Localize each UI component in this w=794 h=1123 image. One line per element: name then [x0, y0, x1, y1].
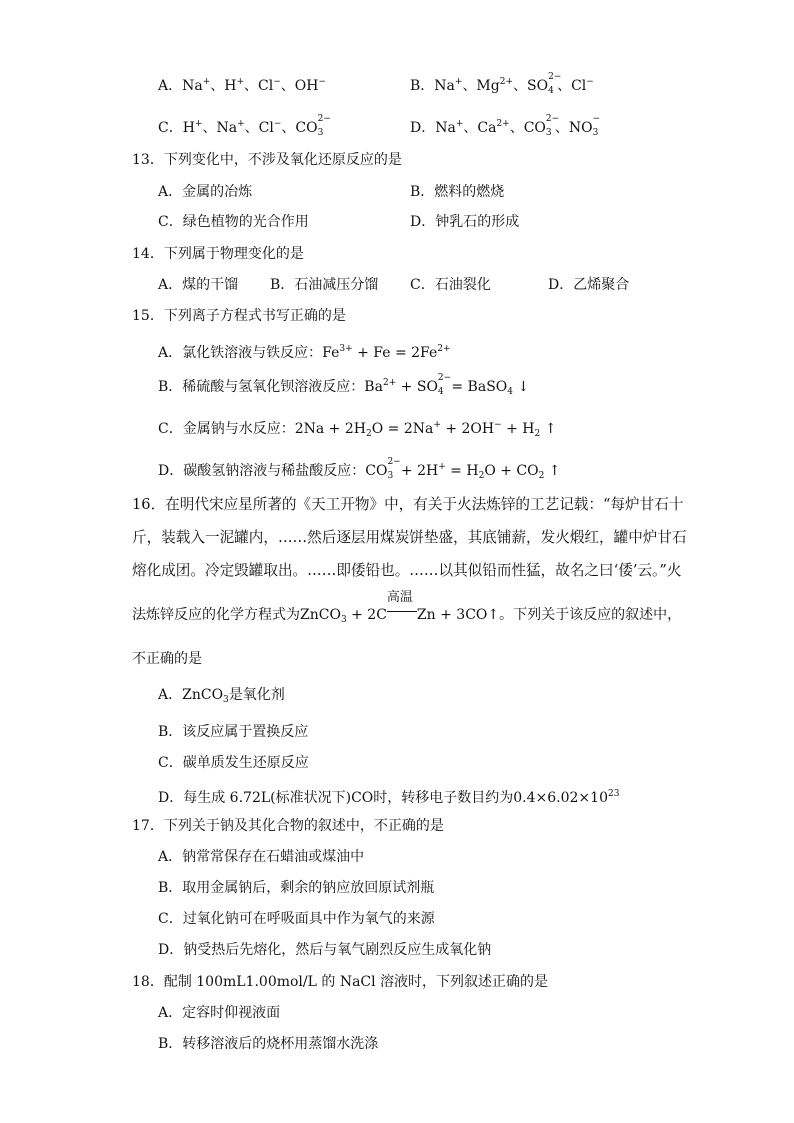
- q15-option-c: C．金属钠与水反应：$2Na + 2H_2O = 2Na^+ + 2OH^- + H_2$ ↑: [158, 420, 557, 439]
- reaction-condition-text: 高温: [386, 590, 413, 605]
- q17-option-c: C．过氧化钠可在呼吸面具中作为氧气的来源: [158, 911, 435, 927]
- q15-option-d-text: D．碳酸氢钠溶液与稀盐酸反应：: [158, 463, 366, 479]
- q13-option-d: D．钟乳石的形成: [410, 214, 520, 230]
- q13-option-c: C．绿色植物的光合作用: [158, 214, 309, 230]
- q16-line-5: 不正确的是: [132, 651, 202, 667]
- q16-option-a: A．ZnCO$_3$是氧化剂: [158, 687, 285, 705]
- q15-option-d: D．碳酸氢钠溶液与稀盐酸反应：CO 2− 3 + $2H^+ = H_2O + CO_2$ ↑: [158, 457, 561, 481]
- q14-option-c: C．石油裂化: [410, 277, 491, 293]
- q15-option-a-text: A．氯化铁溶液与铁反应：: [158, 345, 323, 361]
- q14-stem: 14．下列属于物理变化的是: [132, 246, 304, 262]
- q16-line-2: 斤，装载入一泥罐内，……然后逐层用煤炭饼垫盛，其底铺薪，发火煅红，罐中炉甘石: [132, 529, 687, 546]
- q12-option-b: B．Na+、$Mg^{2+}$、SO 2− 4 、Cl−: [410, 72, 594, 96]
- q12-option-c: C．H+、Na+、Cl−、CO 2− 3: [158, 114, 331, 138]
- q17-option-a: A．钠常常保存在石蜡油或煤油中: [158, 849, 365, 865]
- q18-option-b: B．转移溶液后的烧杯用蒸馏水洗涤: [158, 1036, 379, 1052]
- q16-line-4-pre: 法炼锌反应的化学方程式为: [132, 607, 300, 623]
- q17-stem: 17．下列关于钠及其化合物的叙述中，不正确的是: [132, 818, 444, 834]
- q15-option-b: B．稀硫酸与氢氧化钡溶液反应：$Ba^{2+}$ + SO 2− 4 = BaSO$_4$ ↓: [158, 373, 530, 397]
- q12-option-a: A．Na+、H+、Cl−、OH−: [158, 77, 327, 94]
- q14-option-b: B．石油减压分馏: [270, 277, 379, 293]
- q18-option-a: A．定容时仰视液面: [158, 1005, 281, 1021]
- q16-option-c: C．碳单质发生还原反应: [158, 755, 309, 771]
- q16-line-4-post: 。下列关于该反应的叙述中，: [499, 607, 682, 623]
- q17-option-d: D．钠受热后先熔化，然后与氧气剧烈反应生成氧化钠: [158, 942, 492, 958]
- q17-option-b: B．取用金属钠后，剩余的钠应放回原试剂瓶: [158, 880, 435, 896]
- q18-stem: 18．配制 100mL1.00mol/L 的 NaCl 溶液时，下列叙述正确的是: [132, 974, 549, 990]
- q16-line-4: 法炼锌反应的化学方程式为ZnCO$_3$ + 2C 高温 Zn + 3CO↑。下列关于该反应的叙述中，: [132, 590, 682, 625]
- q15-option-c-text: C．金属钠与水反应：: [158, 421, 295, 437]
- q16-line-3: 熔化成团。冷定毁罐取出。……即倭铅也。……以其似铅而性猛，故名之曰‘倭’云。”火: [132, 562, 682, 579]
- q15-option-a: A．氯化铁溶液与铁反应：$Fe^{3+} + Fe = 2Fe^{2+}$: [158, 344, 451, 361]
- q12-option-d: D．Na+、$Ca^{2+}$、CO 2− 3 、NO − 3: [410, 114, 601, 138]
- q15-stem: 15．下列离子方程式书写正确的是: [132, 308, 346, 324]
- reaction-condition: [386, 590, 417, 621]
- q16-line-1: 16．在明代宋应星所著的《天工开物》中，有关于火法炼锌的工艺记载：“每炉甘石十: [132, 496, 684, 513]
- q14-option-a: A．煤的干馏: [158, 277, 239, 293]
- q13-option-a: A．金属的冶炼: [158, 184, 253, 200]
- q14-option-d: D．乙烯聚合: [548, 277, 630, 293]
- q16-option-b: B．该反应属于置换反应: [158, 724, 309, 740]
- q16-option-d-text: D．每生成 6.72L(标准状况下)CO时，转移电子数目约为: [158, 790, 514, 806]
- q15-option-b-text: B．稀硫酸与氢氧化钡溶液反应：: [158, 379, 365, 395]
- q16-option-a-text: 是氧化剂: [228, 687, 285, 703]
- q13-stem: 13．下列变化中，不涉及氧化还原反应的是: [132, 152, 402, 168]
- q13-option-b: B．燃料的燃烧: [410, 184, 505, 200]
- q16-option-d: D．每生成 6.72L(标准状况下)CO时，转移电子数目约为$0.4\times 6.02\times 10^{23}$: [158, 789, 620, 806]
